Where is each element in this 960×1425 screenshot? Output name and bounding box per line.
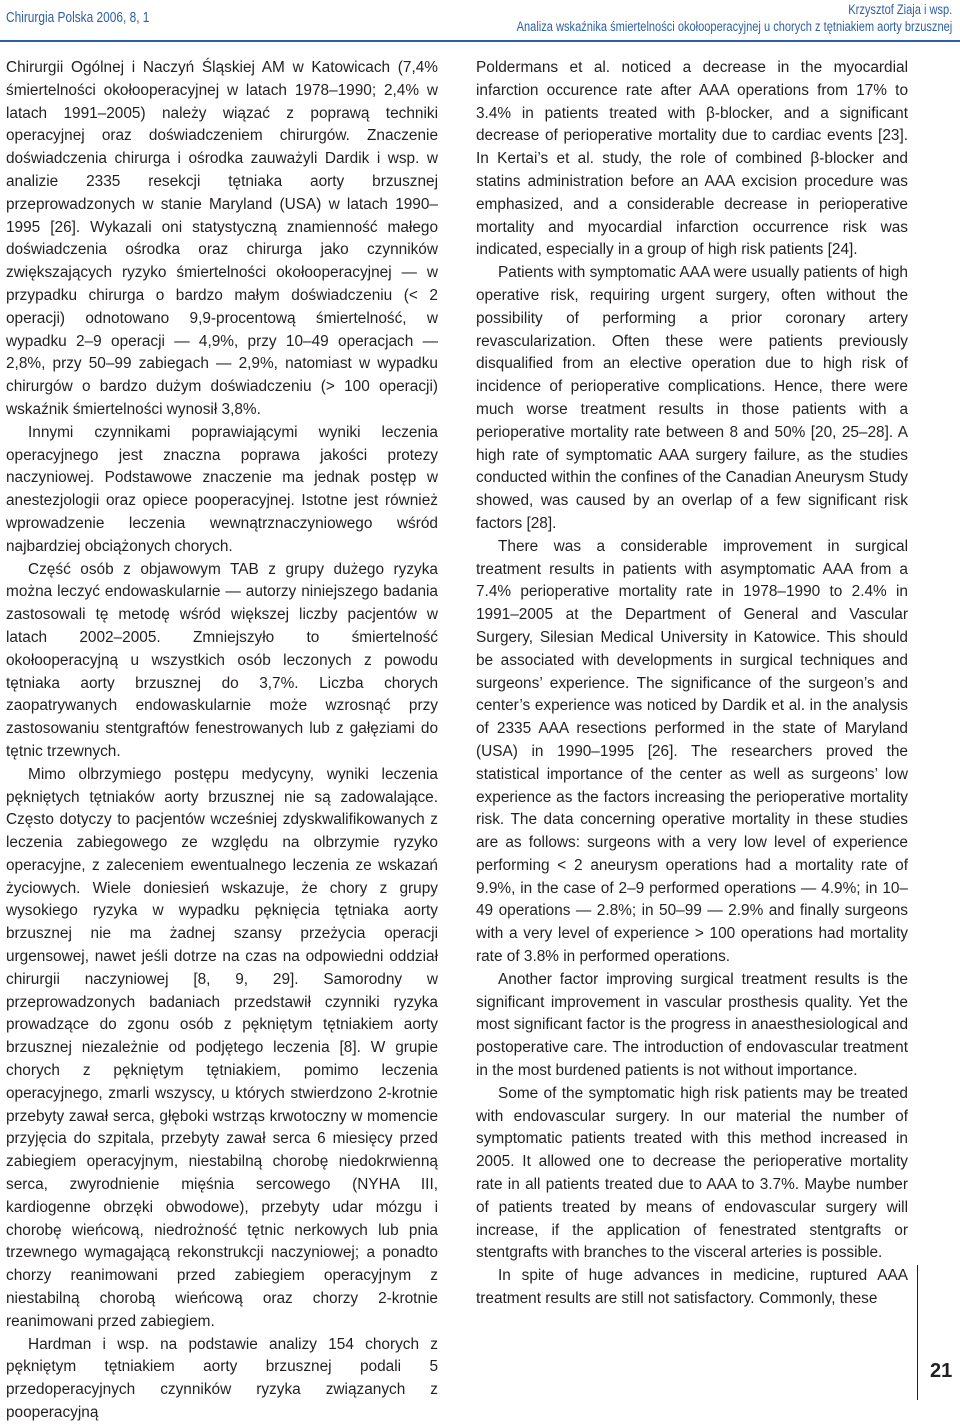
- right-paragraph-6: In spite of huge advances in medicine, ruptured AAA treatment results are still not satisfactory. Commonly, these: [476, 1267, 908, 1308]
- running-head-title: Analiza wskaźnika śmiertelności okołooperacyjnej u chorych z tętniakiem aorty brzusznej: [516, 19, 952, 34]
- left-column: [6, 57, 438, 1422]
- journal-citation: Chirurgia Polska 2006, 8, 1: [6, 10, 150, 26]
- right-paragraph-1: Poldermans et al. noticed a decrease in the myocardial infarction occurence rate after AAA operations from 17% to 3.4% in patients treated with β-blocker, and a significant decrease of perioperative mortality due to cardiac events [23]. In Kertai’s et al. study, the role of combined β-blocker and statins administration before an AAA excision procedure was emphasized, and a considerable decrease in perioperative mortality and myocardial infarction occurrence risk was indicated, especially in a group of high risk patients [24].: [476, 59, 908, 259]
- page-header: [0, 0, 960, 40]
- right-paragraph-2: Patients with symptomatic AAA were usually patients of high operative risk, requiring urgent surgery, often without the possibility of performing a prior coronary artery revascularization. Often these were patients previously disqualified from an elective operation due to high risk of incidence of perioperative complications. Hence, there were much worse treatment results in those patients with a perioperative mortality rate between 8 and 50% [20, 25–28]. A high rate of symptomatic AAA surgery failure, as the studies conducted within the confines of the Canadian Aneurysm Study showed, was caused by an overlap of a few significant risk factors [28].: [476, 264, 908, 532]
- right-column: [476, 57, 908, 1400]
- right-paragraph-5: Some of the symptomatic high risk patients may be treated with endovascular surgery. In our material the number of symptomatic patients treated with this method increased in 2005. It allowed one to decrease the perioperative mortality rate in all patients treated due to AAA to 3.7%. Maybe number of patients treated by means of endovascular surgery will increase, if the application of fenestrated stentgrafts or stentgrafts with branches to the visceral arteries is possible.: [476, 1084, 908, 1262]
- left-paragraph-1: Chirurgii Ogólnej i Naczyń Śląskiej AM w Katowicach (7,4% śmiertelności okołooperacyjnej w latach 1978–1990; 2,4% w latach 1991–2005) należy wiązać z poprawą techniki operacyjnej oraz doświadczeniem chirurgów. Znaczenie doświadczenia chirurga i ośrodka zauważyli Dardik i wsp. w analizie 2335 resekcji tętniaka aorty brzusznej przeprowadzonych w stanie Maryland (USA) w latach 1990–1995 [26]. Wykazali oni statystyczną znamienność małego doświadczenia ośrodka oraz chirurga jako czynników zwiększających ryzyko śmiertelności okołooperacyjnej — w przypadku chirurga o bardzo małym doświadczeniu (< 2 operacji) odnotowano 9,9-procentową śmiertelność, w wypadku 2–9 operacji — 4,9%, przy 10–49 operacjach — 2,8%, przy 50–99 zabiegach — 2,9%, natomiast w wypadku chirurgów o bardzo dużym doświadczeniu (> 100 operacji) wskaźnik śmiertelności wynosił 3,8%.: [6, 59, 438, 418]
- page-number: 21: [930, 1360, 953, 1382]
- header-rule: [0, 40, 960, 42]
- left-paragraph-3: Część osób z objawowym TAB z grupy dużego ryzyka można leczyć endowaskularnie — autorzy niniejszego badania zastosowali tę metodę wśród większej liczby pacjentów w latach 2002–2005. Zmniejszyło to śmiertelność okołooperacyjną u wszystkich osób leczonych z powodu tętniaka aorty brzusznej do 3,7%. Liczba chorych zaopatrywanych endowaskularnie może wzrosnąć przy zastosowaniu stentgraftów fenestrowanych lub z gałęziami do tętnic trzewnych.: [6, 560, 438, 760]
- running-head: [516, 2, 952, 35]
- running-head-author: Krzysztof Ziaja i wsp.: [848, 2, 952, 17]
- left-paragraph-4: Mimo olbrzymiego postępu medycyny, wyniki leczenia pękniętych tętniaków aorty brzusznej nie są zadowalające. Często dotyczy to pacjentów wcześniej zdyskwalifikowanych z leczenia zabiegowego ze względu na olbrzymie ryzyko operacyjne, z zaleceniem ewentualnego leczenia ze wskazań życiowych. Wiele doniesień wskazuje, że chory z grupy wysokiego ryzyka w wypadku pęknięcia tętniaka aorty brzusznej nie ma żadnej szansy przeżycia operacji urgensowej, nawet jeśli dotrze na czas na odpowiedni oddział chirurgii naczyniowej [8, 9, 29]. Samorodny w przeprowadzonych badaniach przedstawił czynniki ryzyka prowadzące do zgonu osób z pękniętym tętniakiem aorty brzusznej niezależnie od podjętego leczenia [8]. W grupie chorych z pękniętym tętniakiem, pomimo leczenia operacyjnego, zmarli wszyscy, u których stwierdzono 2-krotnie przebyty zawał serca, głęboki wstrząs krwotoczny w momencie przyjęcia do szpitala, przebyty zawał serca 6 miesięcy przed zabiegiem operacyjnym, niestabilną chorobę niedokrwienną serca, zwyrodnienie mięśnia sercowego (NYHA III, kardiogenne obrzęki obwodowe), przebyty udar mózgu i chorobę wieńcową, niedrożność tętnic nerkowych lub pnia trzewnego wymagającą rekonstrukcji naczyniowej; a ponadto chorzy reanimowani przed zabiegiem operacyjnym z niestabilną chorobą wieńcową oraz chorzy 2-krotnie reanimowani przed zabiegiem.: [6, 765, 438, 1330]
- right-paragraph-3: There was a considerable improvement in surgical treatment results in patients with asymptomatic AAA from a 7.4% perioperative mortality rate in 1978–1990 to 2.4% in 1991–2005 at the Department of General and Vascular Surgery, Silesian Medical University in Katowice. This should be associated with developments in surgical techniques and surgeons’ experience. The significance of the surgeon’s and center’s experience was noticed by Dardik et al. in the analysis of 2335 AAA resections performed in the state of Maryland (USA) in 1990–1995 [26]. The researchers proved the statistical importance of the center as well as surgeons’ low experience as the factors increasing the perioperative mortality risk. The data concerning operative mortality in these studies are as follows: surgeons with a very low level of experience performing < 2 aneurysm operations had a mortality rate of 9.9%, in the case of 2–9 performed operations — 4.9%; in 10–49 operations — 2.8%; in 50–99 — 2.9% and finally surgeons with a very level of experience > 100 operations had mortality rate of 3.8% in performed operations.: [476, 537, 908, 966]
- right-paragraph-4: Another factor improving surgical treatment results is the significant improvement in vascular prosthesis quality. Yet the most significant factor is the progress in anaesthesiological and postoperative care. The introduction of endovascular treatment in the most burdened patients is not without importance.: [476, 970, 908, 1080]
- left-paragraph-5: Hardman i wsp. na podstawie analizy 154 chorych z pękniętym tętniakiem aorty brzusznej podali 5 przedoperacyjnych czynników ryzyka związanych z pooperacyjną: [6, 1335, 438, 1422]
- page-number-rule: [917, 1265, 918, 1400]
- left-paragraph-2: Innymi czynnikami poprawiającymi wyniki leczenia operacyjnego jest znaczna poprawa jakości protezy naczyniowej. Podstawowe znaczenie ma jednak postęp w anestezjologii oraz opiece pooperacyjnej. Istotne jest również wprowadzenie leczenia wewnątrznaczyniowego wśród najbardziej obciążonych chorych.: [6, 423, 438, 555]
